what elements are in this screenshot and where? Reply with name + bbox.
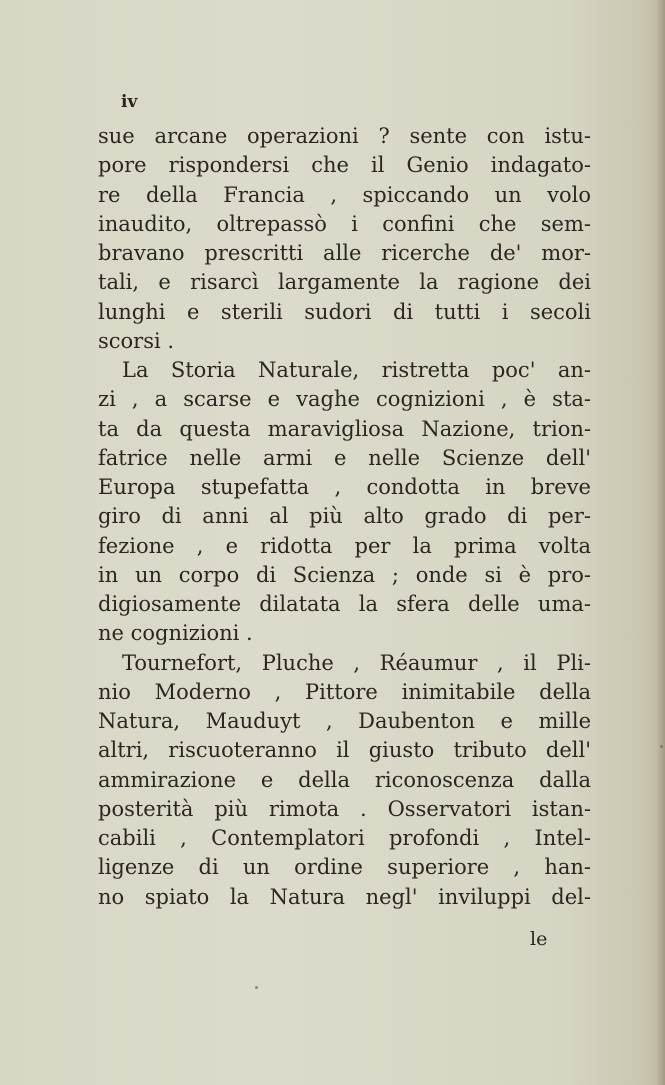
text-line: scorsi . xyxy=(98,328,175,353)
body-text xyxy=(98,122,591,912)
text-line: La Storia Naturale, ristretta poc' an- xyxy=(122,358,591,382)
text-line: cabili , Contemplatori profondi , Intel- xyxy=(98,826,591,850)
catchword: le xyxy=(530,928,548,950)
text-line: altri, riscuoteranno il giusto tributo dell' xyxy=(98,738,591,763)
text-line: Tournefort, Pluche , Réaumur , il Pli- xyxy=(122,650,591,675)
text-line: re della Francia , spiccando un volo xyxy=(98,182,591,207)
ink-speck xyxy=(255,986,258,989)
text-line: ammirazione e della riconoscenza dalla xyxy=(98,767,591,792)
text-line: Europa stupefatta , condotta in breve xyxy=(98,475,591,499)
text-line: nio Moderno , Pittore inimitabile della xyxy=(98,679,591,704)
text-line: giro di anni al più alto grado di per- xyxy=(98,504,591,529)
text-line: fatrice nelle armi e nelle Scienze dell' xyxy=(98,445,591,470)
page-edge-shadow xyxy=(657,0,665,1085)
text-line: inaudito, oltrepassò i confini che sem- xyxy=(98,211,591,236)
text-line: ta da questa maravigliosa Nazione, trion- xyxy=(98,416,591,441)
text-line: tali, e risarcì largamente la ragione dei xyxy=(98,270,591,295)
text-line: digiosamente dilatata la sfera delle uma- xyxy=(98,592,591,616)
text-line: lunghi e sterili sudori di tutti i secoli xyxy=(98,299,591,324)
text-line: pore rispondersi che il Genio indagato- xyxy=(98,153,591,178)
text-line: ligenze di un ordine superiore , han- xyxy=(98,855,591,880)
text-line: bravano prescritti alle ricerche de' mor- xyxy=(98,241,591,265)
text-line: in un corpo di Scienza ; onde si è pro- xyxy=(98,562,591,587)
text-line: sue arcane operazioni ? sente con istu- xyxy=(98,124,591,148)
ink-speck xyxy=(660,745,663,748)
text-line: zi , a scarse e vaghe cognizioni , è sta- xyxy=(98,387,591,412)
text-line: Natura, Mauduyt , Daubenton e mille xyxy=(98,709,591,733)
page-number: iv xyxy=(121,92,138,112)
text-line: ne cognizioni . xyxy=(98,621,253,646)
text-line: posterità più rimota . Osservatori istan- xyxy=(98,796,591,821)
text-line: no spiato la Natura negl' inviluppi del- xyxy=(98,884,591,909)
text-line: fezione , e ridotta per la prima volta xyxy=(98,533,591,558)
